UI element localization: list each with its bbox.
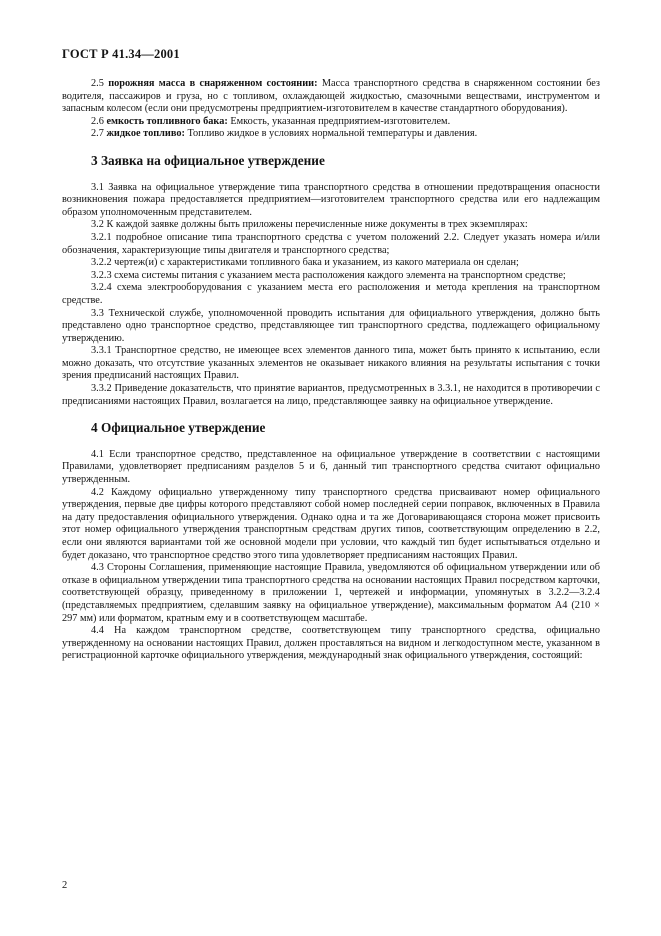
clause-4-1: 4.1 Если транспортное средство, представленное на официальное утверждение в соответствии с настоящими Правилами, удовлетворяет предписаниям разделов 5 и 6, данный тип транспортного средства считают официально утвержденным. bbox=[62, 448, 600, 486]
clause-2-5: 2.5 порожняя масса в снаряженном состоянии: Масса транспортного средства в снаряженном состоянии без водителя, пассажиров и груза, но с топливом, охлаждающей жидкостью, смазочными веществами, инструментом и запасным колесом (если они предусмотрены предприятием-изготовителем в качестве стандартного оборудования). bbox=[62, 78, 600, 115]
clause-3-3-1: 3.3.1 Транспортное средство, не имеющее всех элементов данного типа, может быть принято к испытанию, если можно доказать, что отсутствие указанных элементов не оказывает никакого влияния на результаты испытания с точки зрения предписаний настоящих Правил. bbox=[62, 345, 600, 382]
clause-3-2-2: 3.2.2 чертеж(и) с характеристиками топливного бака и указанием, из какого материала он сделан; bbox=[91, 257, 519, 269]
term-2-5: порожняя масса в снаряженном состоянии: bbox=[108, 78, 318, 89]
clause-4-2: 4.2 Каждому официально утвержденному типу транспортного средства присваивают номер официального утверждения, первые две цифры которого представляют собой номер последней серии поправок, включенных в Правила на дату предоставления официального утверждения. Однако одна и та же Договаривающаяся сторона может присвоить этот номер официального утверждения транспортным средствам других типов, соответствующим определению в 2.2, если они являются вариантами той же основной модели при условии, что каждый тип будет испытываться отдельно и будет доказано, что транспортное средство этого типа удовлетворяет предписаниям настоящих Правил. bbox=[62, 486, 600, 561]
clause-3-3-2: 3.3.2 Приведение доказательств, что принятие вариантов, предусмотренных в 3.3.1, не находится в противоречии с предписаниями настоящих Правил, возлагается на лицо, представляющее заявку на официальное утверждение. bbox=[62, 383, 600, 407]
term-2-6: емкость топливного бака: bbox=[106, 115, 228, 127]
clause-3-3: 3.3 Технической службе, уполномоченной проводить испытания для официального утверждения, должно быть представлено одно транспортное средство, представляющее тип транспортного средства, подлежащего официальному утверждению. bbox=[62, 307, 600, 344]
page-content bbox=[62, 78, 600, 663]
clause-3-2: 3.2 К каждой заявке должны быть приложены перечисленные ниже документы в трех экземплярах: bbox=[91, 219, 528, 231]
clause-4-3: 4.3 Стороны Соглашения, применяющие настоящие Правила, уведомляются об официальном утверждении или об отказе в официальном утверждении типа транспортного средства на основании настоящих Правил посредством карточки, соответствующей образцу, приведенному в приложении 1, чертежей и информации, упомянутых в 3.2.2—3.2.4 (представляемых предприятием, сделавшим заявку на официальное утверждение), максимальным форматом А4 (210 × 297 мм) или форматом, кратным ему и в соответствующем масштабе. bbox=[62, 562, 600, 624]
clause-3-2-3: 3.2.3 схема системы питания с указанием места расположения каждого элемента на транспортном средстве; bbox=[91, 269, 566, 281]
clause-2-7: 2.7 жидкое топливо: Топливо жидкое в условиях нормальной температуры и давления. bbox=[91, 128, 478, 140]
page-number: 2 bbox=[62, 880, 68, 891]
clause-3-2-1: 3.2.1 подробное описание типа транспортного средства с учетом положений 2.2. Следует указать номера и/или обозначения, характеризующие типы двигателя и транспортного средства; bbox=[62, 231, 600, 256]
clause-4-4: 4.4 На каждом транспортном средстве, соответствующем типу транспортного средства, официально утвержденному на основании настоящих Правил, должен проставляться на видном и легкодоступном месте, указанном в регистрационной карточке официального утверждения, международный знак официального утверждения, состоящий: bbox=[62, 625, 600, 662]
clause-2-6: 2.6 емкость топливного бака: Емкость, указанная предприятием-изготовителем. bbox=[91, 115, 451, 127]
section-4-heading: 4 Официальное утверждение bbox=[91, 420, 266, 436]
document-header: ГОСТ Р 41.34—2001 bbox=[62, 47, 180, 61]
clause-3-1: 3.1 Заявка на официальное утверждение типа транспортного средства в отношении предотвращения опасности возникновения пожара предоставляется предприятием—изготовителем транспортного средства или его надлежащим образом уполномоченным представителем. bbox=[62, 181, 600, 218]
clause-3-2-4: 3.2.4 схема электрооборудования с указанием места его расположения и метода крепления на транспортном средстве. bbox=[62, 282, 600, 306]
term-2-7: жидкое топливо: bbox=[106, 128, 185, 140]
section-3-heading: 3 Заявка на официальное утверждение bbox=[91, 152, 325, 168]
